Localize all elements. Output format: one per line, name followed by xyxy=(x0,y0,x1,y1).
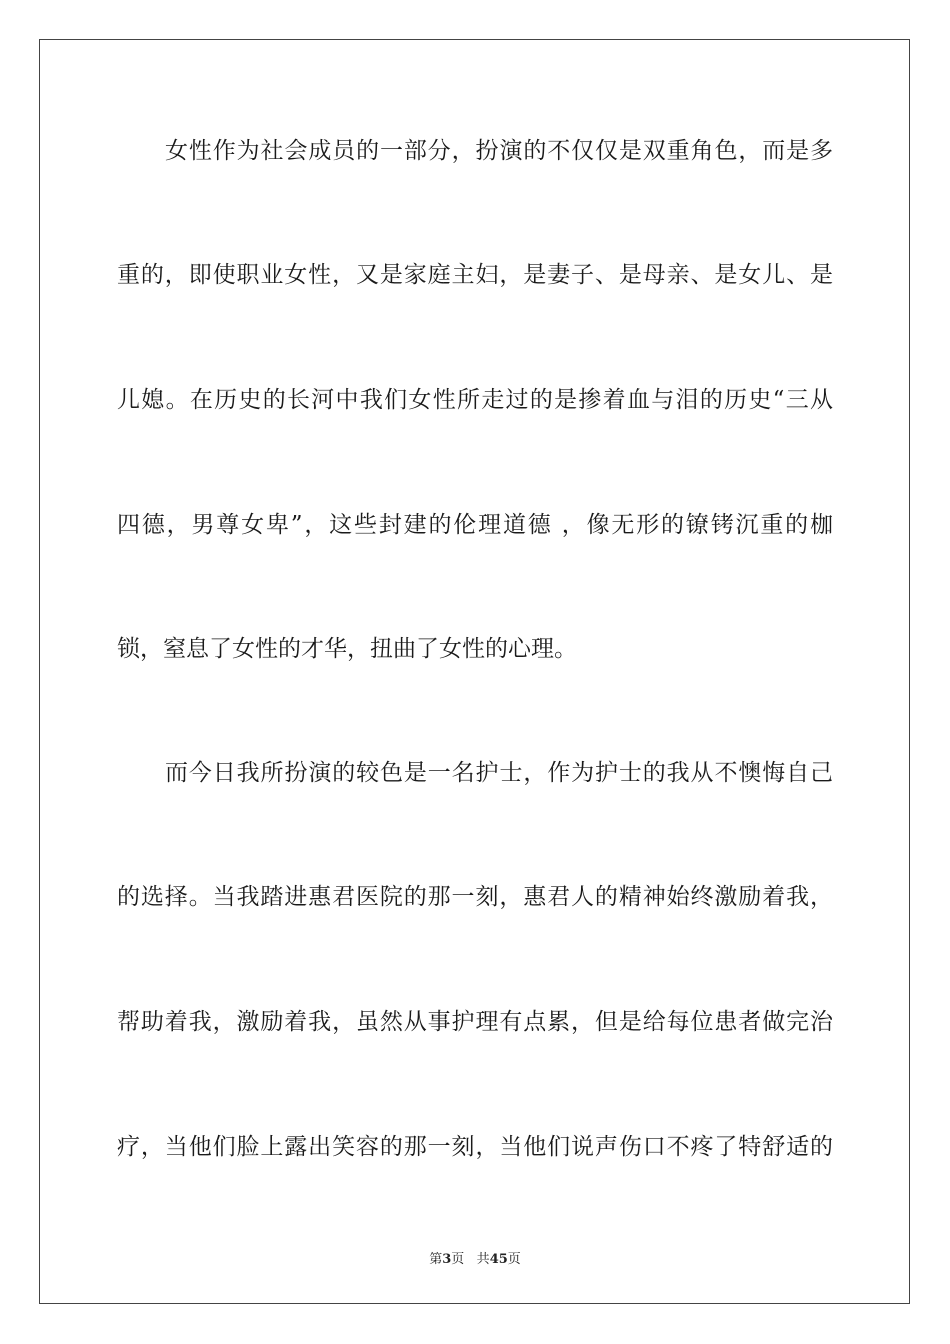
paragraph-1-line-1: 女性作为社会成员的一部分，扮演的不仅仅是双重角色，而是多 xyxy=(165,138,833,164)
paragraph-1-line-2: 重的，即使职业女性，又是家庭主妇，是妻子、是母亲、是女儿、是 xyxy=(117,262,833,288)
page-border xyxy=(39,39,910,1304)
total-suffix: 页 xyxy=(507,1252,521,1267)
total-pages: 45 xyxy=(489,1252,508,1267)
paragraph-2-line-3: 帮助着我，激励着我，虽然从事护理有点累，但是给每位患者做完治 xyxy=(117,1009,833,1035)
page-prefix: 第 xyxy=(429,1252,443,1267)
paragraph-1-line-4: 四德，男尊女卑”，这些封建的伦理道德 ，像无形的镣铐沉重的枷 xyxy=(117,512,833,538)
page-suffix: 页 xyxy=(451,1252,465,1267)
total-prefix: 共 xyxy=(476,1252,490,1267)
paragraph-1-line-5: 锁，窒息了女性的才华，扭曲了女性的心理。 xyxy=(117,636,577,662)
paragraph-2-line-2: 的选择。当我踏进惠君医院的那一刻，惠君人的精神始终激励着我， xyxy=(117,884,833,910)
page-number: 3 xyxy=(442,1252,452,1267)
paragraph-2-line-1: 而今日我所扮演的较色是一名护士，作为护士的我从不懊悔自己 xyxy=(165,760,833,786)
page-footer xyxy=(0,1248,950,1267)
paragraph-2-line-4: 疗，当他们脸上露出笑容的那一刻，当他们说声伤口不疼了特舒适的 xyxy=(117,1134,833,1160)
paragraph-1-line-3: 儿媳。在历史的长河中我们女性所走过的是掺着血与泪的历史“三从 xyxy=(117,387,833,413)
